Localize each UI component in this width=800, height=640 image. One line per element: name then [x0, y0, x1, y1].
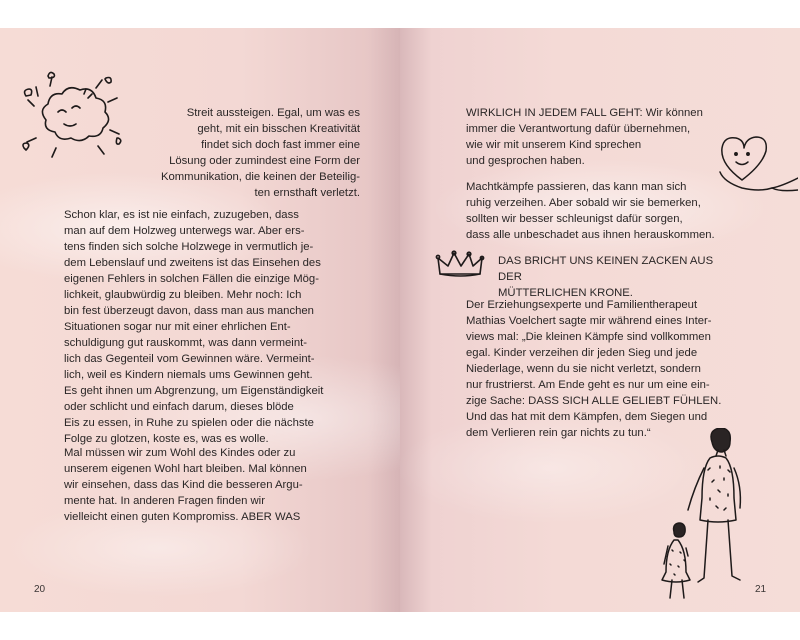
page-number-right: 21 [755, 584, 767, 595]
right-page [400, 28, 800, 612]
section-heading: DAS BRICHT UNS KEINEN ZACKEN AUS DER MÜTTERLICHEN KRONE. [498, 255, 714, 299]
intro-paragraph: Streit aussteigen. Egal, um was es geht, mit ein bisschen Kreativität findet sich doch fast immer eine Lösung oder zumindest eine Form der Kommunikation, die keinen der Beteilig- ten ernsthaft verletzt. [160, 107, 360, 199]
book-spread [0, 28, 800, 612]
body-paragraph-1: Schon klar, es ist nie einfach, zuzugeben, dass man auf dem Holzweg unterwegs war. Aber ers- tens finden sich solche Holzwege in vermutlich je- dem Lebenslauf und zweitens ist das Einsehen des eigenen Fehlers in solchen Fällen die einzige Mög- lichkeit, glaubwürdig zu bleiben. Mehr noch: Ich bin fest überzeugt davon, dass man aus manchen Situationen sogar nur mit einer ehrlichen Ent- schuldigung gut rauskommt, was dann vermeint- lich das Gegenteil vom Gewinnen wäre. Vermeint- lich, weil es Kindern niemals ums Gewinnen geht. Es geht ihnen um Abgrenzung, um Eigenständigkeit oder schlicht und einfach darum, dieses blöde Eis zu essen, in Ruhe zu spielen oder die nächste Folge zu glotzen, koste es, was es wolle. [64, 209, 324, 445]
crown-icon [434, 250, 486, 280]
page-number-left: 20 [34, 584, 46, 595]
body-paragraph-2: Mal müssen wir zum Wohl des Kindes oder zu unserem eigenen Wohl hart bleiben. Mal können wir einsehen, dass das Kind die besseren Argu- mente hat. In anderen Fragen finden wir vielleicht einen guten Kompromiss. ABER WAS [64, 447, 307, 523]
left-page [0, 28, 400, 612]
right-paragraph-2: Machtkämpfe passieren, das kann man sich ruhig verzeihen. Aber sobald wir sie bemerken, sollten wir besser schleunigst dafür sorgen, dass alle unbeschadet aus ihnen herauskommen. [466, 181, 715, 241]
mother-and-child-icon [648, 428, 758, 600]
right-paragraph-1: WIRKLICH IN JEDEM FALL GEHT: Wir können immer die Verantwortung dafür übernehmen, wie wir mit unserem Kind sprechen und gesprochen haben. [466, 107, 703, 167]
right-paragraph-3: Der Erziehungsexperte und Familientherapeut Mathias Voelchert sagte mir während eines Inter- views mal: „Die kleinen Kämpfe sind vollkommen egal. Kinder verzeihen dir jeden Sieg und jede Niederlage, wenn du sie nicht verletzt, sondern nur frustrierst. Am Ende geht es nur um eine ein- zige Sache: DASS SICH ALLE GELIEBT FÜHLEN. Und das hat mit dem Kämpfen, dem Siegen und dem Verlieren rein gar nichts zu tun.“ [466, 299, 722, 439]
